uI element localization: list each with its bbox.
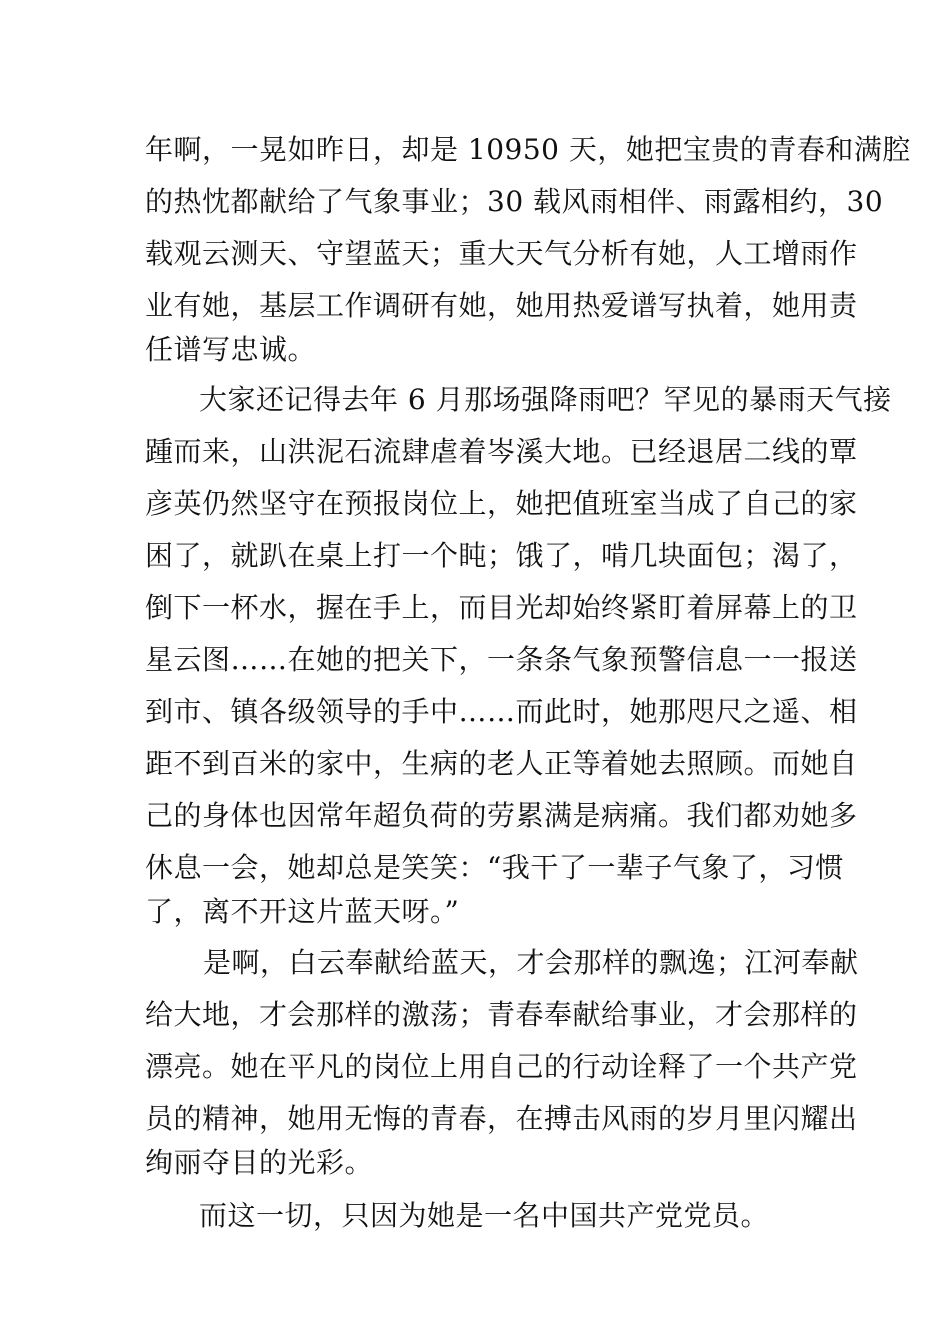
paragraph-1-line-3: 载观云测天、守望蓝天；重大天气分析有她，人工增雨作 (145, 237, 858, 270)
paragraph-1-line-4: 业有她，基层工作调研有她，她用热爱谱写执着，她用责 (145, 289, 858, 322)
paragraph-2-line-1: 大家还记得去年 6 月那场强降雨吧？罕见的暴雨天气接 (199, 383, 892, 416)
paragraph-2-line-3: 彦英仍然坚守在预报岗位上，她把值班室当成了自己的家 (145, 487, 858, 520)
paragraph-2-line-7: 到市、镇各级领导的手中……而此时，她那咫尺之遥、相 (145, 695, 858, 728)
paragraph-3-line-5: 绚丽夺目的光彩。 (145, 1146, 374, 1179)
paragraph-1-line-5: 任谱写忠诚。 (145, 333, 317, 366)
paragraph-3-line-2: 给大地，才会那样的激荡；青春奉献给事业，才会那样的 (145, 998, 858, 1031)
paragraph-2-line-11: 了，离不开这片蓝天呀。” (145, 895, 460, 928)
paragraph-2-line-2: 踵而来，山洪泥石流肆虐着岑溪大地。已经退居二线的覃 (145, 435, 858, 468)
paragraph-2-line-6: 星云图……在她的把关下，一条条气象预警信息一一报送 (145, 643, 858, 676)
paragraph-1-line-2: 的热忱都献给了气象事业；30 载风雨相伴、雨露相约，30 (145, 185, 884, 218)
paragraph-3-line-1: 是啊，白云奉献给蓝天，才会那样的飘逸；江河奉献 (203, 946, 859, 979)
paragraph-2-line-5: 倒下一杯水，握在手上，而目光却始终紧盯着屏幕上的卫 (145, 591, 858, 624)
paragraph-2-line-10: 休息一会，她却总是笑笑：“我干了一辈子气象了，习惯 (145, 851, 844, 884)
paragraph-3-line-3: 漂亮。她在平凡的岗位上用自己的行动诠释了一个共产党 (145, 1050, 858, 1083)
paragraph-1-line-1: 年啊，一晃如昨日，却是 10950 天，她把宝贵的青春和满腔 (145, 133, 911, 166)
paragraph-3-line-4: 员的精神，她用无悔的青春，在搏击风雨的岁月里闪耀出 (145, 1102, 858, 1135)
paragraph-2-line-4: 困了，就趴在桌上打一个盹；饿了，啃几块面包；渴了， (145, 539, 858, 572)
paragraph-2-line-8: 距不到百米的家中，生病的老人正等着她去照顾。而她自 (145, 747, 858, 780)
paragraph-4-line-1: 而这一切，只因为她是一名中国共产党党员。 (199, 1199, 770, 1232)
paragraph-2-line-9: 己的身体也因常年超负荷的劳累满是病痛。我们都劝她多 (145, 799, 858, 832)
